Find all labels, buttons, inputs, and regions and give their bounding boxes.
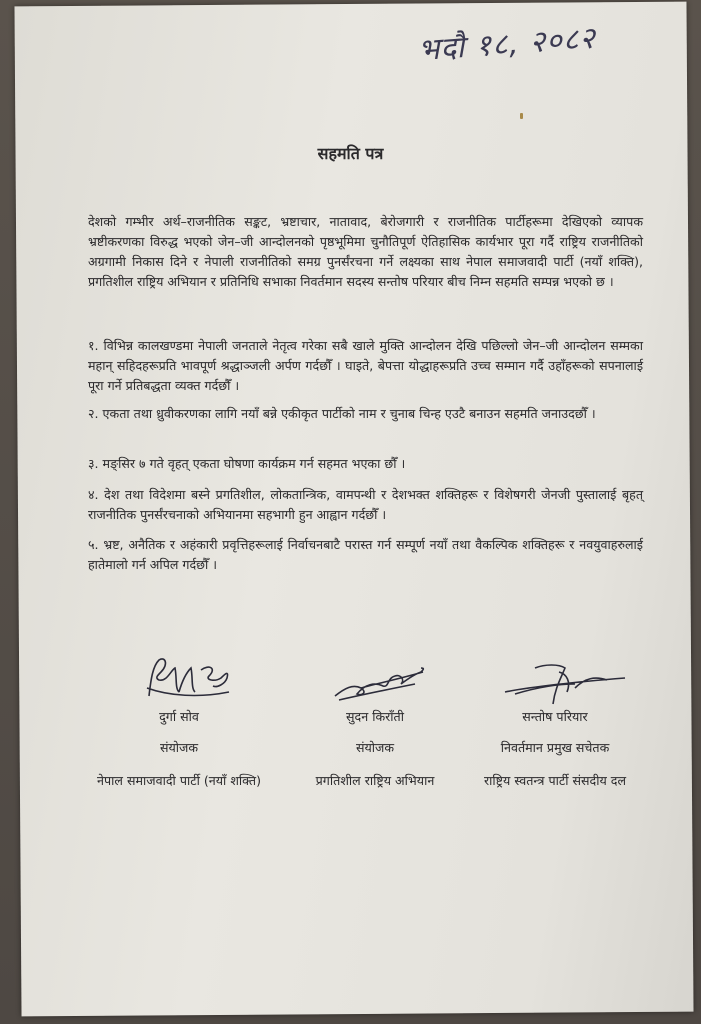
signatory-name: सुदन किराँती: [346, 709, 404, 724]
handwritten-date: भदौ १८, २०८२: [417, 20, 598, 69]
agreement-point-4: ४. देश तथा विदेशमा बस्ने प्रगतिशील, लोकतान्त्रिक, वामपन्थी र देशभक्त शक्तिहरू र विशेषगरी जेनजी पुस्तालाई बृहत् राजनीतिक पुनर्संरचनाको अभियानमा सहभागी हुन आह्वान गर्दछौँ ।: [88, 487, 643, 522]
signatory-role: संयोजक: [355, 740, 395, 755]
agreement-point-1: १. विभिन्न कालखण्डमा नेपाली जनताले नेतृत्व गरेका सबै खाले मुक्ति आन्दोलन देखि पछिल्लो जेन–जी आन्दोलन सम्मका महान् सहिदहरूप्रति भावपूर्ण श्रद्धाञ्जली अर्पण गर्दछौँ । घाइते, बेपत्ता योद्धाहरूप्रति उच्च सम्मान गर्दै उहाँहरूको सपनालाई पूरा गर्ने प्रतिबद्धता व्यक्त गर्दछौँ ।: [88, 338, 643, 393]
signatory-santosh-pariyar: [440, 648, 670, 789]
signatory-organization: प्रगतिशील राष्ट्रिय अभियान: [315, 773, 435, 788]
signatory-role: निवर्तमान प्रमुख सचेतक: [500, 740, 610, 755]
signatory-name: सन्तोष परियार: [522, 709, 588, 724]
intro-paragraph: देशको गम्भीर अर्थ–राजनीतिक सङ्कट, भ्रष्टाचार, नातावाद, बेरोजगारी र राजनीतिक पार्टीहरूमा देखिएको व्यापक भ्रष्टीकरणका विरुद्ध भएको जेन–जी आन्दोलनको पृष्ठभूमिमा चुनौतिपूर्ण ऐतिहासिक कार्यभार पूरा गर्दै राष्ट्रिय राजनीतिको अग्रगामी निकास दिने र नेपाली राजनीतिको समग्र पुनर्संरचना गर्ने लक्ष्यका साथ नेपाल समाजवादी पार्टी (नयाँ शक्ति), प्रगतिशील राष्ट्रिय अभियान र प्रतिनिधि सभाका निवर्तमान सदस्य सन्तोष परियार बीच निम्न सहमति सम्पन्न भएको छ ।: [88, 214, 643, 289]
signatory-organization: राष्ट्रिय स्वतन्त्र पार्टी संसदीय दल: [483, 773, 626, 788]
signatory-role: संयोजक: [159, 740, 199, 755]
agreement-point-2: २. एकता तथा ध्रुवीकरणका लागि नयाँ बन्ने एकीकृत पार्टीको नाम र चुनाब चिन्ह एउटै बनाउन सहमति जनाउदछौँ ।: [88, 406, 596, 421]
document-title: सहमति पत्र: [317, 144, 384, 163]
agreement-point-3: ३. मङ्सिर ७ गते वृहत् एकता घोषणा कार्यक्रम गर्न सहमत भएका छौँ ।: [88, 456, 406, 471]
agreement-point-5: ५. भ्रष्ट, अनैतिक र अहंकारी प्रवृत्तिहरूलाई निर्वाचनबाटै परास्त गर्न सम्पूर्ण नयाँ तथा वैकल्पिक शक्तिहरू र नवयुवाहरुलाई हातेमालो गर्न अपिल गर्दछौँ ।: [88, 537, 643, 572]
signatory-name: दुर्गा सोव: [159, 709, 199, 724]
paper-speck: [520, 113, 523, 119]
signatory-organization: नेपाल समाजवादी पार्टी (नयाँ शक्ति): [97, 773, 261, 788]
signature-mark: [440, 648, 670, 706]
